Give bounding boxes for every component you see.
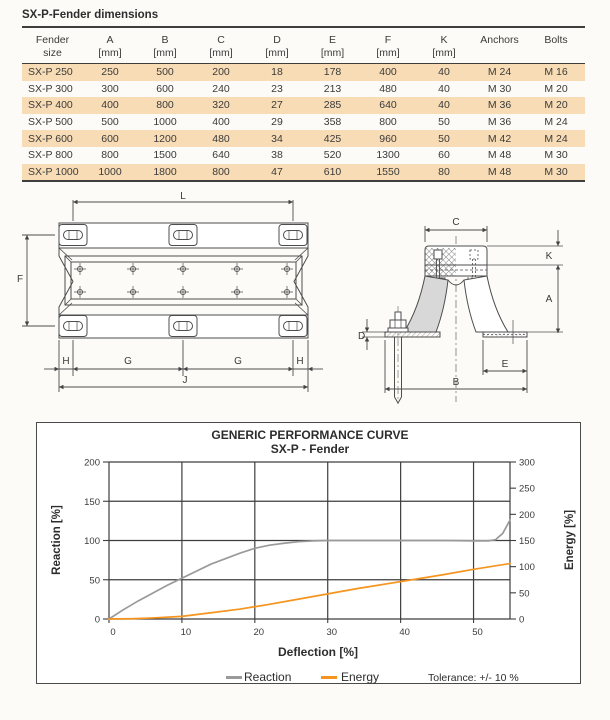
x-axis-label: Deflection [%]: [277, 645, 358, 659]
svg-text:200: 200: [84, 457, 100, 469]
col-header-e: E [mm]: [320, 34, 345, 59]
chart-plot-area: [37, 423, 580, 683]
title-rule: [22, 26, 585, 28]
svg-text:150: 150: [519, 536, 535, 547]
table-header-row: [22, 30, 585, 64]
fender-plan-drawing: [15, 192, 345, 404]
dim-label-A: A: [545, 294, 553, 305]
legend-reaction-swatch: [226, 676, 242, 679]
anchor-cross-marks: [74, 263, 293, 298]
y-axis-label-left: Reaction [%]: [51, 505, 63, 575]
col-header-k: K [mm]: [432, 34, 456, 59]
dim-label-E: E: [501, 359, 509, 370]
svg-text:0: 0: [519, 614, 525, 626]
table-row: SX-P 500 500 1000 400 29 358 800 50 M 36 M 24: [28, 116, 568, 129]
svg-text:250: 250: [519, 483, 535, 495]
dim-label-G: G: [234, 356, 242, 367]
dim-label-J: J: [182, 375, 188, 386]
right-leg: [464, 276, 508, 332]
col-header-b: B [mm]: [153, 34, 177, 59]
dim-label-H: H: [62, 356, 70, 367]
left-leg: [404, 276, 448, 332]
plan-body: [59, 223, 308, 338]
performance-chart: [36, 422, 581, 684]
col-header-a: A [mm]: [98, 34, 122, 59]
legend-energy-swatch: [321, 676, 337, 679]
svg-text:0: 0: [110, 627, 116, 638]
dim-label-K: K: [545, 251, 553, 262]
table-row: SX-P 400 400 800 320 27 285 640 40 M 36 M 20: [22, 97, 585, 114]
page-title: SX-P-Fender dimensions: [22, 9, 159, 21]
legend-energy-label: Energy: [341, 670, 380, 684]
dim-label-C: C: [452, 217, 460, 228]
table-row: SX-P 1000 1000 1800 800 47 610 1550 80 M 48 M 30: [22, 164, 585, 181]
col-header-anchors: Anchors: [480, 34, 519, 46]
cell: SX-P 250: [28, 66, 73, 79]
svg-text:300: 300: [519, 457, 535, 469]
plan-dimension-labels: [17, 192, 304, 386]
legend-reaction-label: Reaction: [244, 670, 292, 684]
table-row: SX-P 600 600 1200 480 34 425 960 50 M 42 M 24: [22, 130, 585, 147]
svg-text:0: 0: [94, 614, 100, 626]
table-body: [22, 64, 585, 182]
dim-label-D: D: [358, 331, 366, 342]
y-axis-label-right: Energy [%]: [564, 509, 576, 571]
fender-section-drawing: [358, 192, 610, 404]
table-row: SX-P 250 250 500 200 18 178 400 40 M 24 M 16: [22, 64, 585, 81]
left-base-plate: [385, 332, 440, 337]
section-dimension-labels: [358, 217, 553, 388]
col-header-bolts: Bolts: [544, 34, 568, 46]
svg-text:50: 50: [472, 627, 483, 638]
table-row: SX-P 300 300 600 240 23 213 480 40 M 30 M 20: [28, 82, 568, 95]
tick-labels: [84, 458, 535, 639]
col-header-f: F [mm]: [376, 34, 400, 59]
svg-text:50: 50: [519, 588, 530, 600]
col-header-c: C [mm]: [209, 34, 233, 59]
svg-text:150: 150: [84, 496, 100, 508]
svg-text:100: 100: [519, 562, 535, 574]
chart-subtitle: SX-P - Fender: [270, 442, 350, 456]
tolerance-note: Tolerance: +/- 10 %: [428, 672, 519, 684]
svg-text:200: 200: [519, 509, 535, 521]
svg-text:50: 50: [89, 575, 100, 587]
col-header-fender-size: Fender size: [35, 34, 70, 59]
dim-label-L: L: [180, 192, 186, 202]
dim-label-B: B: [452, 377, 460, 388]
svg-text:30: 30: [326, 627, 338, 638]
reaction-curve: [109, 520, 510, 619]
svg-text:40: 40: [399, 627, 410, 638]
svg-text:100: 100: [84, 536, 100, 547]
energy-curve: [109, 564, 510, 619]
dim-label-H: H: [296, 356, 304, 367]
dim-label-G: G: [124, 356, 132, 367]
chart-title: GENERIC PERFORMANCE CURVE: [211, 428, 409, 442]
col-header-d: D [mm]: [265, 34, 289, 59]
axis-ticks: [103, 462, 516, 623]
svg-text:20: 20: [253, 627, 265, 638]
svg-text:10: 10: [180, 627, 192, 638]
dim-label-F: F: [17, 274, 24, 285]
dimensions-table: [22, 30, 585, 182]
table-row: SX-P 800 800 1500 640 38 520 1300 60 M 48 M 30: [28, 149, 568, 162]
